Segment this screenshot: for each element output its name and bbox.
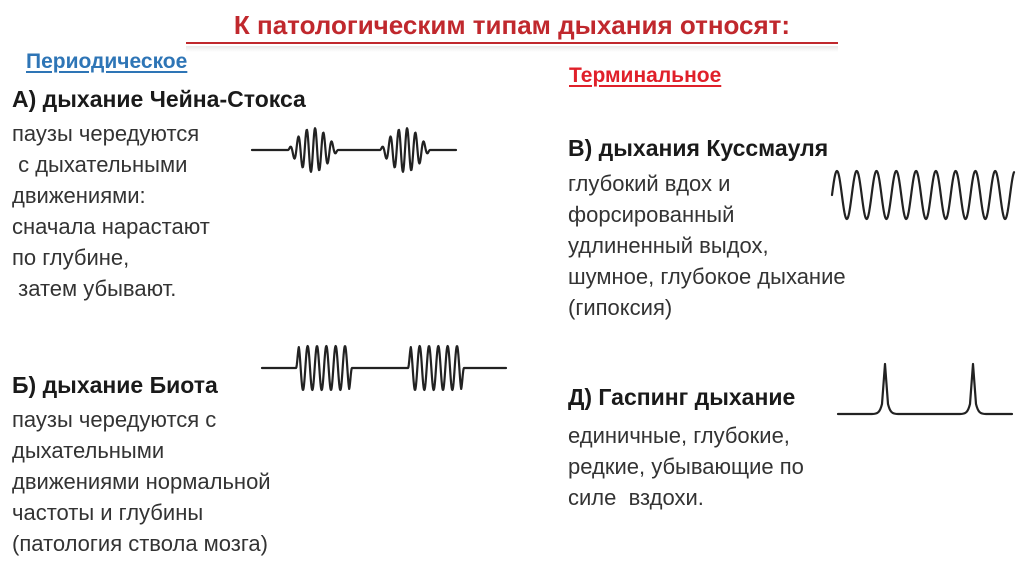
gasping-waveform-icon (836, 358, 1014, 420)
text-line: частоты и глубины (12, 500, 204, 525)
text-line: (патология ствола мозга) (12, 531, 268, 556)
text-line: с дыхательными (12, 152, 188, 177)
text-line: форсированный (568, 202, 735, 227)
gasping-description (568, 420, 804, 513)
biot-heading: Б) дыхание Биота (12, 372, 218, 398)
text-line: паузы чередуются (12, 121, 200, 146)
cheyne-stokes-description (12, 118, 210, 304)
text-line: глубокий вдох и (568, 171, 731, 196)
text-line: по глубине, (12, 245, 130, 270)
slide-title: К патологическим типам дыхания относят: (233, 10, 791, 40)
text-line: затем убывают. (12, 276, 177, 301)
title-shadow (186, 46, 838, 52)
text-line: паузы чередуются с (12, 407, 217, 432)
category-periodic: Периодическое (26, 50, 188, 73)
text-line: движениями нормальной (12, 469, 271, 494)
kussmaul-heading: В) дыхания Куссмауля (568, 135, 829, 161)
cheyne-stokes-heading: А) дыхание Чейна-Стокса (12, 86, 306, 112)
text-line: единичные, глубокие, (568, 423, 790, 448)
title-underline (186, 42, 838, 44)
kussmaul-waveform-icon (828, 165, 1018, 225)
kussmaul-description (568, 168, 846, 323)
text-line: удлиненный выдох, (568, 233, 769, 258)
text-line: движениями: (12, 183, 146, 208)
biot-description (12, 404, 271, 559)
text-line: редкие, убывающие по (568, 454, 804, 479)
biot-waveform-icon (260, 338, 510, 398)
gasping-heading: Д) Гаспинг дыхание (568, 384, 796, 410)
cheyne-stokes-waveform-icon (250, 118, 460, 178)
text-line: (гипоксия) (568, 295, 673, 320)
category-terminal: Терминальное (569, 64, 722, 87)
text-line: дыхательными (12, 438, 165, 463)
text-line: шумное, глубокое дыхание (568, 264, 846, 289)
text-line: сначала нарастают (12, 214, 210, 239)
text-line: силе вздохи. (568, 485, 704, 510)
